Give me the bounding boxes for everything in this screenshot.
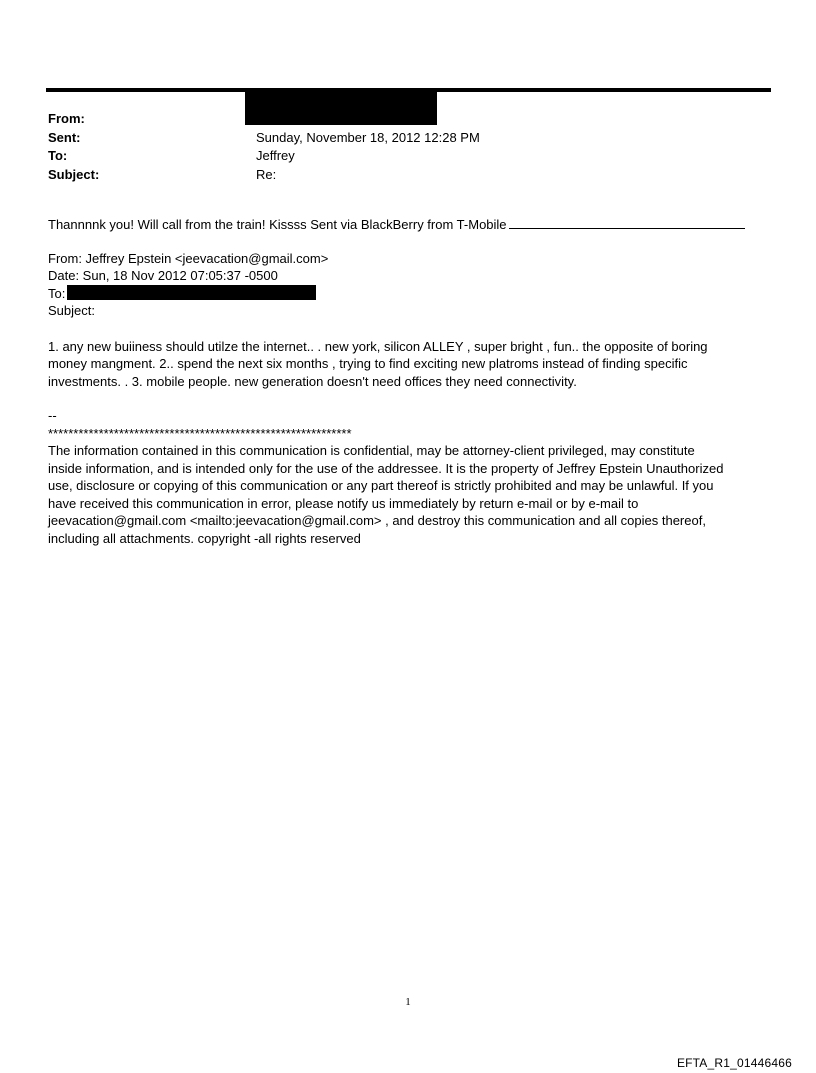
document-id: EFTA_R1_01446466 xyxy=(676,1056,792,1070)
quoted-to-label: To: xyxy=(48,285,66,301)
quoted-from-line: From: Jeffrey Epstein <jeevacation@gmail.com> xyxy=(48,250,329,266)
quoted-to-line xyxy=(48,285,768,303)
signature-stars: ************************************************************ xyxy=(48,425,352,441)
header-row-from xyxy=(48,110,768,129)
sent-label: Sent: xyxy=(48,129,81,145)
header-row-sent xyxy=(48,129,768,148)
redaction-block-to xyxy=(67,285,316,300)
reply-text: Thannnnk you! Will call from the train! Kissss Sent via BlackBerry from T-Mobile xyxy=(48,217,507,232)
subject-label: Subject: xyxy=(48,166,100,182)
reply-line xyxy=(48,216,768,234)
disclaimer-line-1: The information contained in this communication is confidential, may be attorney-client privileged, may constitute xyxy=(48,443,695,458)
disclaimer-line-6: including all attachments. copyright -all rights reserved xyxy=(48,530,361,546)
message-line-1: 1. any new buiiness should utilze the internet.. . new york, silicon ALLEY , super bright , fun.. the opposite of boring xyxy=(48,338,708,354)
email-header xyxy=(48,110,768,184)
disclaimer-line-4: have received this communication in error, please notify us immediately by return e-mail or by e-mail to xyxy=(48,495,639,511)
disclaimer-line-2: inside information, and is intended only for the use of the addressee. It is the property of Jeffrey Epstein Unauthorized xyxy=(48,460,724,476)
email-body xyxy=(48,216,768,547)
sent-value: Sunday, November 18, 2012 12:28 PM xyxy=(256,129,480,145)
to-value: Jeffrey xyxy=(256,148,295,163)
quoted-subject-line: Subject: xyxy=(48,303,95,318)
page-number: 1 xyxy=(405,996,411,1008)
message-line-2: money mangment. 2.. spend the next six months , trying to find exciting new platroms instead of finding specific xyxy=(48,356,688,371)
signature-dashes: -- xyxy=(48,408,57,423)
header-row-to xyxy=(48,147,768,166)
to-label: To: xyxy=(48,148,68,163)
header-row-subject xyxy=(48,166,768,185)
quoted-date-line: Date: Sun, 18 Nov 2012 07:05:37 -0500 xyxy=(48,268,278,283)
disclaimer-line-3: use, disclosure or copying of this communication or any part thereof is strictly prohibited and may be unlawful. If you xyxy=(48,478,714,493)
separator-underline xyxy=(509,216,745,229)
subject-value: Re: xyxy=(256,166,277,182)
disclaimer-line-5: jeevacation@gmail.com <mailto:jeevacation@gmail.com> , and destroy this communication and all copies thereof, xyxy=(48,513,706,528)
from-label: From: xyxy=(48,111,85,126)
message-line-3: investments. . 3. mobile people. new generation doesn't need offices they need connectivity. xyxy=(48,373,577,389)
